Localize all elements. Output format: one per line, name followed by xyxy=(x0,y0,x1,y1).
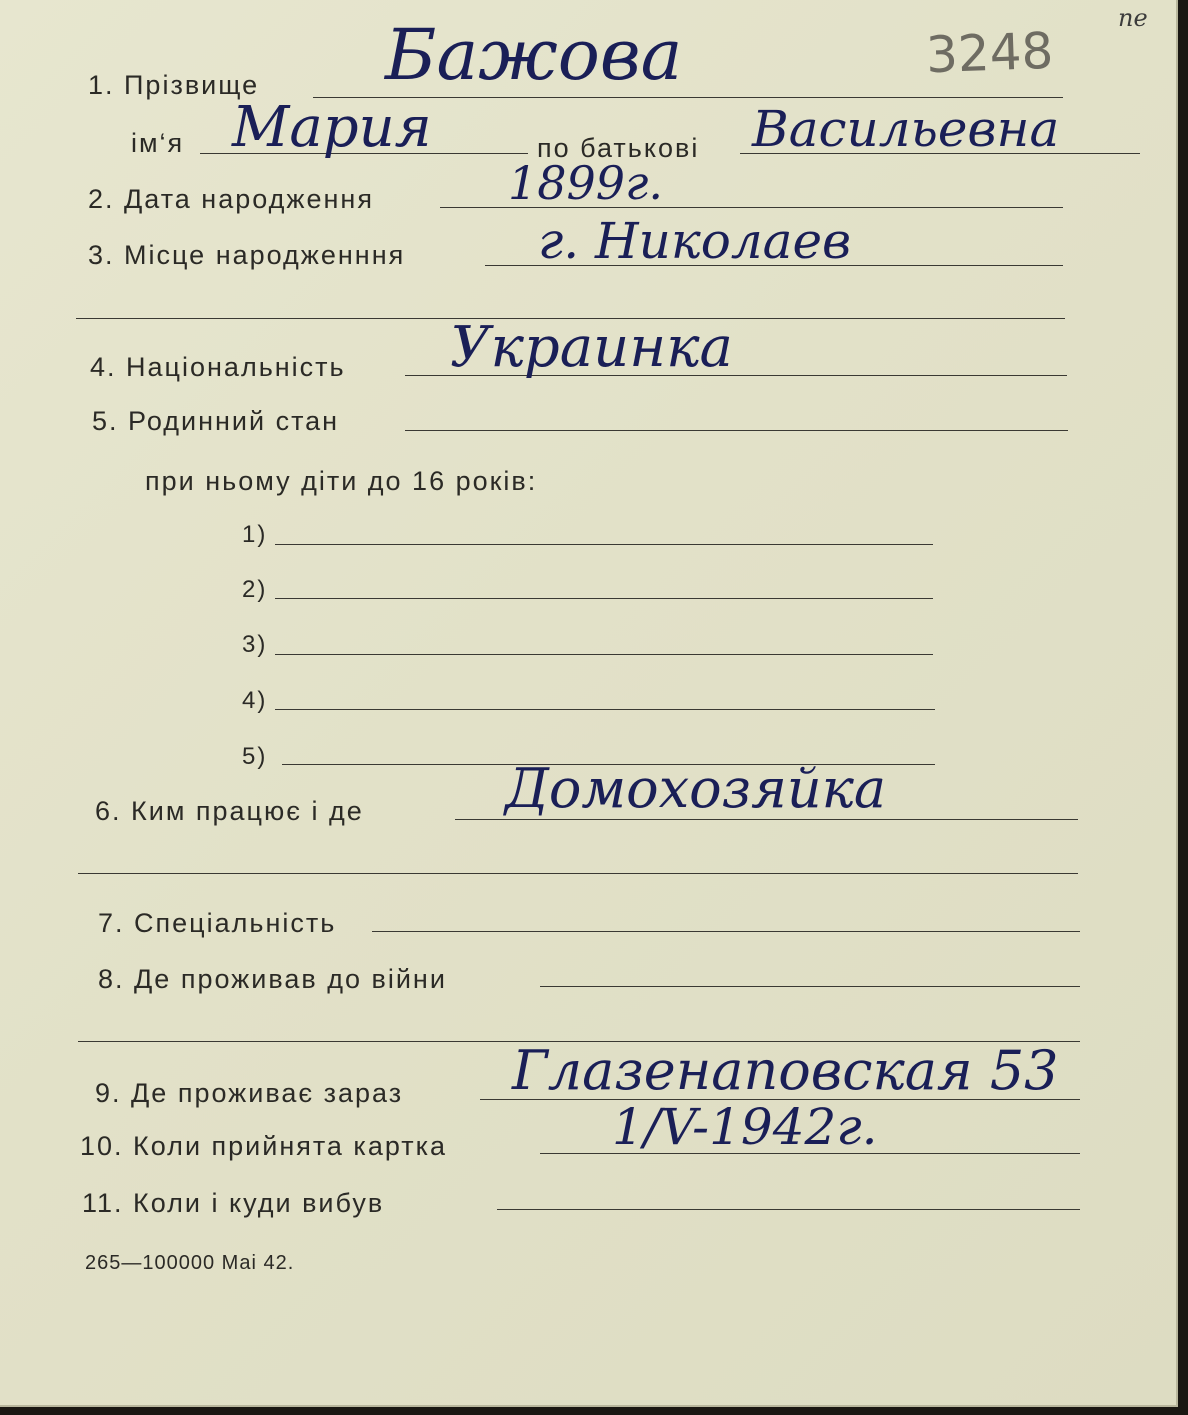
departure-label: 11. Коли і куди вибув xyxy=(82,1188,385,1218)
prewar-residence-label: 8. Де проживав до війни xyxy=(98,964,447,994)
print-code: 265—100000 Mai 42. xyxy=(85,1252,295,1274)
name-value: Мария xyxy=(232,95,432,160)
child-slot-3: 3) xyxy=(242,631,268,658)
specialty-label: 7. Спеціальність xyxy=(98,908,337,938)
child-slot-1: 1) xyxy=(242,521,268,548)
corner-mark: пе xyxy=(1118,4,1148,32)
work-line-2 xyxy=(78,873,1078,874)
family-status-label: 5. Родинний стан xyxy=(92,406,340,436)
nationality-value: Украинка xyxy=(450,315,733,380)
children-label: при ньому діти до 16 років: xyxy=(145,466,538,496)
family-status-line xyxy=(405,430,1068,431)
departure-line xyxy=(497,1209,1080,1210)
patronymic-value: Васильевна xyxy=(752,100,1060,158)
surname-value: Бажова xyxy=(385,14,683,96)
child-slot-5: 5) xyxy=(242,743,268,770)
child-slot-2: 2) xyxy=(242,576,268,603)
birth-date-label: 2. Дата народження xyxy=(88,184,374,214)
surname-label: 1. Прізвище xyxy=(88,70,260,100)
stamp-number: 3248 xyxy=(925,21,1055,85)
child-line-4 xyxy=(275,709,935,710)
patronymic-label: по батькові xyxy=(537,133,700,163)
current-residence-value: Глазенаповская 53 xyxy=(512,1039,1059,1102)
child-line-1 xyxy=(275,544,933,545)
child-line-2 xyxy=(275,598,933,599)
child-line-3 xyxy=(275,654,933,655)
birth-place-value: г. Николаев xyxy=(538,212,852,270)
birth-date-value: 1899г. xyxy=(508,156,663,210)
birth-place-label: 3. Місце народженння xyxy=(88,240,406,270)
card-accepted-label: 10. Коли прийнята картка xyxy=(80,1131,448,1161)
work-value: Домохозяйка xyxy=(505,757,887,820)
nationality-label: 4. Національність xyxy=(90,352,346,382)
name-label: ім‘я xyxy=(131,128,185,158)
card-accepted-value: 1/V-1942г. xyxy=(612,1098,878,1156)
work-label: 6. Ким працює і де xyxy=(95,796,364,826)
child-slot-4: 4) xyxy=(242,687,268,714)
prewar-residence-line xyxy=(540,986,1080,987)
specialty-line xyxy=(372,931,1080,932)
current-residence-label: 9. Де проживає зараз xyxy=(95,1078,404,1108)
